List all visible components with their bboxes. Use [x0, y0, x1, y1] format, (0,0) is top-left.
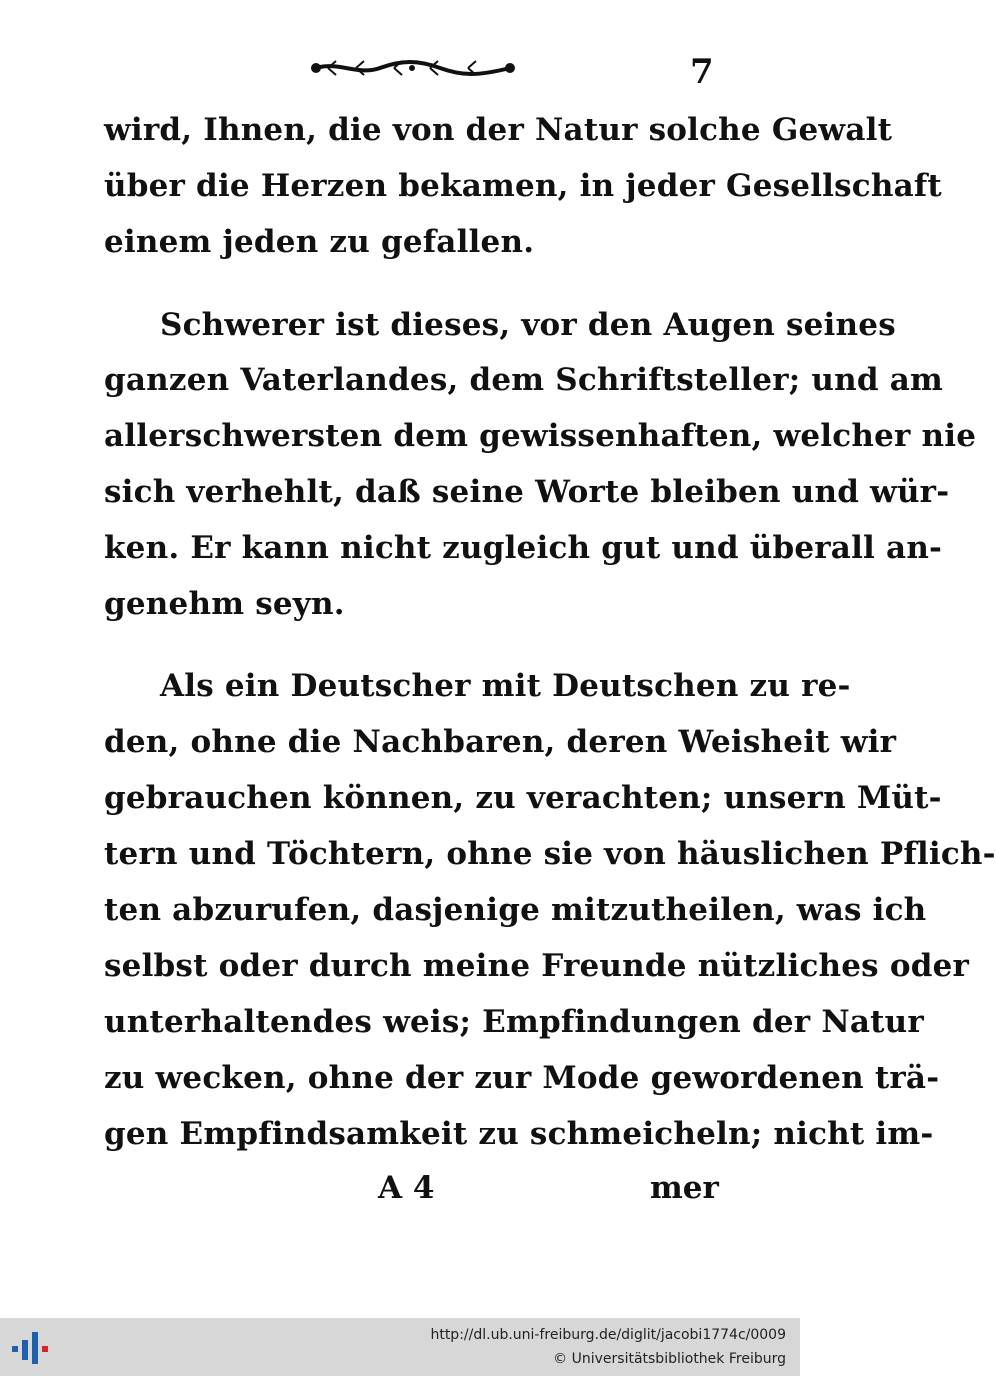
decorative-vine-ornament-icon	[308, 54, 518, 82]
signature-mark: A 4	[378, 1170, 435, 1206]
viewer-footer	[0, 1318, 800, 1376]
copyright-text: © Universitätsbibliothek Freiburg	[553, 1351, 786, 1367]
catchword: mer	[650, 1170, 719, 1206]
page-number: 7	[690, 52, 714, 92]
text-line: wird, Ihnen, die von der Natur solche Gewalt	[104, 112, 893, 148]
text-line: selbst oder durch meine Freunde nützliches oder	[104, 948, 970, 984]
document-url-link[interactable]: http://dl.ub.uni-freiburg.de/diglit/jacobi1774c/0009	[430, 1327, 786, 1343]
text-line: ganzen Vaterlandes, dem Schriftsteller; und am	[104, 362, 943, 398]
text-line: ken. Er kann nicht zugleich gut und überall an-	[104, 530, 943, 566]
text-line: Als ein Deutscher mit Deutschen zu re-	[160, 668, 851, 704]
text-line: über die Herzen bekamen, in jeder Gesellschaft	[104, 168, 942, 204]
text-line: Schwerer ist dieses, vor den Augen seines	[160, 307, 896, 343]
text-line: tern und Töchtern, ohne sie von häuslichen Pflich-	[104, 836, 996, 872]
text-line: sich verhehlt, daß seine Worte bleiben und wür-	[104, 474, 950, 510]
text-line: den, ohne die Nachbaren, deren Weisheit wir	[104, 724, 897, 760]
text-line: zu wecken, ohne der zur Mode gewordenen trä-	[104, 1060, 940, 1096]
text-line: gebrauchen können, zu verachten; unsern Müt-	[104, 780, 942, 816]
text-line: unterhaltendes weis; Empfindungen der Natur	[104, 1004, 924, 1040]
text-line: genehm seyn.	[104, 586, 345, 622]
text-line: einem jeden zu gefallen.	[104, 224, 535, 260]
text-line: gen Empfindsamkeit zu schmeicheln; nicht im-	[104, 1116, 934, 1152]
text-line: ten abzurufen, dasjenige mitzutheilen, was ich	[104, 892, 927, 928]
text-line: allerschwersten dem gewissenhaften, welcher nie	[104, 418, 977, 454]
library-logo-icon[interactable]	[10, 1328, 52, 1368]
